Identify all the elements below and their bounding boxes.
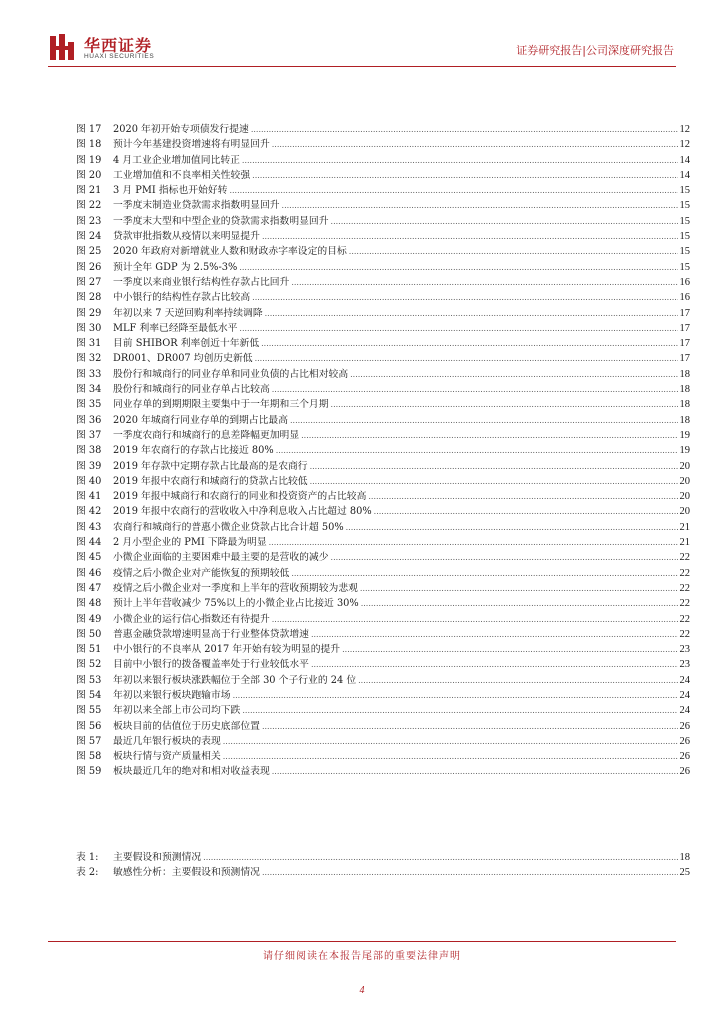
figure-entry-page: 23 bbox=[679, 644, 690, 656]
figure-entry-label: 图 20 bbox=[76, 169, 102, 181]
dot-leader bbox=[342, 642, 677, 657]
figure-entry-title: 2 月小型企业的 PMI 下降最为明显 bbox=[113, 537, 267, 549]
figure-entry-label: 图 41 bbox=[76, 491, 102, 503]
figure-entry-label: 图 22 bbox=[76, 200, 102, 212]
figure-entry-label: 图 50 bbox=[76, 628, 102, 640]
figure-entry-title: 预计今年基建投资增速将有明显回升 bbox=[113, 139, 270, 151]
dot-leader bbox=[282, 198, 678, 213]
dot-leader bbox=[361, 596, 678, 611]
figure-entry[interactable] bbox=[76, 336, 690, 351]
figure-entry[interactable] bbox=[76, 764, 690, 779]
dot-leader bbox=[262, 719, 678, 734]
figure-entry-page: 15 bbox=[679, 231, 690, 243]
figure-entry-title: 目前中小银行的拨备覆盖率处于行业较低水平 bbox=[113, 659, 309, 671]
figure-entry[interactable] bbox=[76, 566, 690, 581]
figure-entry[interactable] bbox=[76, 183, 690, 198]
figure-entry-page: 24 bbox=[679, 689, 690, 701]
figure-entry-label: 图 39 bbox=[76, 460, 102, 472]
figure-entry[interactable] bbox=[76, 688, 690, 703]
dot-leader bbox=[310, 459, 678, 474]
figure-entry-page: 15 bbox=[679, 185, 690, 197]
dot-leader bbox=[276, 443, 678, 458]
figure-entry-label: 图 43 bbox=[76, 521, 102, 533]
dot-leader bbox=[255, 351, 678, 366]
figure-entry-label: 图 57 bbox=[76, 735, 102, 747]
figure-entry-label: 图 17 bbox=[76, 124, 102, 135]
figure-entry-page: 15 bbox=[679, 261, 690, 273]
table-entry-title: 敏感性分析：主要假设和预测情况 bbox=[113, 867, 260, 879]
figure-entry-page: 17 bbox=[679, 353, 690, 365]
dot-leader bbox=[360, 581, 678, 596]
dot-leader bbox=[350, 367, 677, 382]
figure-entry-label: 图 45 bbox=[76, 552, 102, 564]
figure-entry[interactable] bbox=[76, 596, 690, 611]
figure-entry-title: 2019 年报中农商行的营收收入中净利息收入占比超过 80% bbox=[113, 506, 372, 518]
figure-entry-page: 26 bbox=[679, 766, 690, 778]
figure-entry[interactable] bbox=[76, 673, 690, 688]
dot-leader bbox=[272, 612, 678, 627]
dot-leader bbox=[223, 734, 678, 749]
figure-entry[interactable] bbox=[76, 198, 690, 213]
figure-entry[interactable] bbox=[76, 122, 690, 137]
figure-entry-label: 图 33 bbox=[76, 368, 102, 380]
figure-entry-label: 图 52 bbox=[76, 659, 102, 671]
figure-entry-page: 19 bbox=[679, 445, 690, 457]
figure-entry-label: 图 35 bbox=[76, 399, 102, 411]
figure-entry-title: 2020 年初开始专项债发行提速 bbox=[113, 124, 249, 135]
figure-entry-title: 板块行情与资产质量相关 bbox=[113, 751, 221, 763]
figure-entry-label: 图 30 bbox=[76, 322, 102, 334]
dot-leader bbox=[269, 535, 678, 550]
figure-entry[interactable] bbox=[76, 244, 690, 259]
figure-entry-label: 图 37 bbox=[76, 429, 102, 441]
figure-entry-title: 年初以来 7 天逆回购利率持续调降 bbox=[113, 307, 263, 319]
figure-entry-page: 14 bbox=[679, 154, 690, 166]
figure-entry[interactable] bbox=[76, 642, 690, 657]
figure-entry-page: 20 bbox=[679, 475, 690, 487]
figure-entry[interactable] bbox=[76, 168, 690, 183]
dot-leader bbox=[368, 489, 677, 504]
dot-leader bbox=[290, 413, 678, 428]
dot-leader bbox=[301, 428, 677, 443]
figure-entry-title: 股份行和城商行的同业存单占比较高 bbox=[113, 384, 270, 396]
figure-entry[interactable] bbox=[76, 581, 690, 596]
figure-entry[interactable] bbox=[76, 290, 690, 305]
figure-entry[interactable] bbox=[76, 153, 690, 168]
figure-entry-title: 2019 年报中城商行和农商行的同业和投资资产的占比较高 bbox=[113, 491, 367, 503]
figure-entry[interactable] bbox=[76, 321, 690, 336]
figure-entry-page: 17 bbox=[679, 322, 690, 334]
figure-entry-title: 目前 SHIBOR 利率创近十年新低 bbox=[113, 338, 260, 350]
figure-entry-title: 年初以来银行板块跑输市场 bbox=[113, 689, 231, 701]
dot-leader bbox=[261, 336, 677, 351]
figure-entry[interactable] bbox=[76, 734, 690, 749]
figure-entry-label: 图 36 bbox=[76, 414, 102, 426]
figure-entry-label: 图 34 bbox=[76, 384, 102, 396]
figure-entry-label: 图 27 bbox=[76, 276, 102, 288]
figure-entry-label: 图 54 bbox=[76, 689, 102, 701]
figure-entry-label: 图 51 bbox=[76, 644, 102, 656]
figure-entry-title: 一季度以来商业银行结构性存款占比回升 bbox=[113, 276, 290, 288]
figure-entry-label: 图 38 bbox=[76, 445, 102, 457]
figure-entry-page: 12 bbox=[679, 124, 690, 135]
figure-entry-title: 股份行和城商行的同业存单和同业负债的占比相对较高 bbox=[113, 368, 349, 380]
figure-entry[interactable] bbox=[76, 351, 690, 366]
figure-entry[interactable] bbox=[76, 474, 690, 489]
dot-leader bbox=[311, 627, 678, 642]
figure-entry-page: 23 bbox=[679, 659, 690, 671]
dot-leader bbox=[358, 673, 677, 688]
figure-entry-title: DR001、DR007 均创历史新低 bbox=[113, 353, 253, 365]
dot-leader bbox=[310, 474, 678, 489]
table-index-list bbox=[76, 850, 690, 881]
dot-leader bbox=[272, 764, 678, 779]
figure-entry-page: 21 bbox=[679, 521, 690, 533]
figure-entry-page: 19 bbox=[679, 429, 690, 441]
figure-entry-title: 预计全年 GDP 为 2.5%-3% bbox=[113, 261, 238, 273]
figure-entry-page: 24 bbox=[679, 705, 690, 717]
figure-entry[interactable] bbox=[76, 260, 690, 275]
dot-leader bbox=[242, 703, 677, 718]
figure-entry-page: 18 bbox=[679, 399, 690, 411]
dot-leader bbox=[239, 321, 677, 336]
figure-entry-page: 16 bbox=[679, 276, 690, 288]
report-type: 证券研究报告|公司深度研究报告 bbox=[516, 44, 674, 57]
dot-leader bbox=[223, 749, 678, 764]
figure-entry-title: 预计上半年营收减少 75%以上的小微企业占比接近 30% bbox=[113, 598, 359, 610]
figure-entry-label: 图 49 bbox=[76, 613, 102, 625]
figure-entry-title: 普惠金融贷款增速明显高于行业整体贷款增速 bbox=[113, 628, 309, 640]
dot-leader bbox=[272, 137, 678, 152]
figure-entry-page: 20 bbox=[679, 491, 690, 503]
dot-leader bbox=[331, 550, 678, 565]
figure-entry-label: 图 24 bbox=[76, 231, 102, 243]
figure-entry-page: 26 bbox=[679, 751, 690, 763]
figure-entry[interactable] bbox=[76, 657, 690, 672]
figure-entry-label: 图 26 bbox=[76, 261, 102, 273]
figure-entry-title: 一季度末制造业贷款需求指数明显回升 bbox=[113, 200, 280, 212]
figure-entry[interactable] bbox=[76, 504, 690, 519]
figure-entry-title: 板块目前的估值位于历史底部位置 bbox=[113, 720, 260, 732]
dot-leader bbox=[233, 688, 678, 703]
figure-entry-page: 14 bbox=[679, 169, 690, 181]
figure-entry-page: 17 bbox=[679, 338, 690, 350]
figure-entry-label: 图 48 bbox=[76, 598, 102, 610]
figure-entry-page: 22 bbox=[679, 552, 690, 564]
figure-entry-title: 疫情之后小微企业对一季度和上半年的营收预期较为悲观 bbox=[113, 582, 358, 594]
figure-entry[interactable] bbox=[76, 367, 690, 382]
dot-leader bbox=[239, 260, 677, 275]
figure-entry-label: 图 29 bbox=[76, 307, 102, 319]
dot-leader bbox=[291, 566, 677, 581]
figure-entry-title: 年初以来全部上市公司均下跌 bbox=[113, 705, 241, 717]
dot-leader bbox=[262, 229, 678, 244]
figure-entry[interactable] bbox=[76, 535, 690, 550]
figure-entry[interactable] bbox=[76, 550, 690, 565]
figure-entry-label: 图 32 bbox=[76, 353, 102, 365]
figure-entry-page: 26 bbox=[679, 720, 690, 732]
figure-entry-label: 图 42 bbox=[76, 506, 102, 518]
figure-entry-title: 2019 年报中农商行和城商行的贷款占比较低 bbox=[113, 475, 308, 487]
figure-entry-title: 中小银行的结构性存款占比较高 bbox=[113, 292, 251, 304]
figure-entry-page: 22 bbox=[679, 628, 690, 640]
figure-entry-page: 22 bbox=[679, 598, 690, 610]
figure-entry[interactable] bbox=[76, 459, 690, 474]
table-entry[interactable] bbox=[76, 850, 690, 865]
figure-entry-title: 板块最近几年的绝对和相对收益表现 bbox=[113, 766, 270, 778]
figure-entry-title: 中小银行的不良率从 2017 年开始有较为明显的提升 bbox=[113, 644, 341, 656]
figure-entry-page: 12 bbox=[679, 139, 690, 151]
figure-entry[interactable] bbox=[76, 214, 690, 229]
figure-entry-label: 图 19 bbox=[76, 154, 102, 166]
figure-entry-title: 2019 年存款中定期存款占比最高的是农商行 bbox=[113, 460, 308, 472]
figure-entry-title: 一季度末大型和中型企业的贷款需求指数明显回升 bbox=[113, 215, 329, 227]
figure-entry[interactable] bbox=[76, 275, 690, 290]
page-header bbox=[0, 0, 724, 70]
dot-leader bbox=[229, 183, 677, 198]
figure-entry-label: 图 47 bbox=[76, 582, 102, 594]
figure-entry-label: 图 58 bbox=[76, 751, 102, 763]
figure-entry-title: 一季度农商行和城商行的息差降幅更加明显 bbox=[113, 429, 300, 441]
brand-name-english: HUAXI SECURITIES bbox=[84, 53, 155, 60]
figure-entry[interactable] bbox=[76, 627, 690, 642]
figure-entry-page: 17 bbox=[679, 307, 690, 319]
figure-entry[interactable] bbox=[76, 382, 690, 397]
dot-leader bbox=[203, 850, 677, 865]
figure-entry-title: 4 月工业企业增加值同比转正 bbox=[113, 154, 240, 166]
figure-entry-title: MLF 利率已经降至最低水平 bbox=[113, 322, 238, 334]
figure-entry-label: 图 44 bbox=[76, 537, 102, 549]
dot-leader bbox=[242, 153, 678, 168]
table-entry-page: 18 bbox=[679, 852, 690, 863]
figure-entry-page: 20 bbox=[679, 460, 690, 472]
figure-entry-title: 贷款审批指数从疫情以来明显提升 bbox=[113, 231, 260, 243]
figure-entry-page: 15 bbox=[679, 246, 690, 258]
header-divider bbox=[48, 66, 676, 67]
dot-leader bbox=[291, 275, 677, 290]
figure-entry-page: 20 bbox=[679, 506, 690, 518]
figure-entry[interactable] bbox=[76, 413, 690, 428]
figure-entry-page: 22 bbox=[679, 567, 690, 579]
figure-entry[interactable] bbox=[76, 612, 690, 627]
figure-entry-title: 疫情之后小微企业对产能恢复的预期较低 bbox=[113, 567, 290, 579]
figure-entry-page: 21 bbox=[679, 537, 690, 549]
figure-entry-label: 图 40 bbox=[76, 475, 102, 487]
figure-entry[interactable] bbox=[76, 443, 690, 458]
dot-leader bbox=[265, 306, 678, 321]
figure-entry-title: 工业增加值和不良率相关性较强 bbox=[113, 169, 251, 181]
legal-disclaimer: 请仔细阅读在本报告尾部的重要法律声明 bbox=[263, 951, 461, 962]
figure-entry[interactable] bbox=[76, 703, 690, 718]
figure-entry-label: 图 25 bbox=[76, 246, 102, 258]
figure-entry-title: 同业存单的到期期限主要集中于一年期和三个月期 bbox=[113, 399, 329, 411]
figure-entry-title: 农商行和城商行的普惠小微企业贷款占比合计超 50% bbox=[113, 521, 344, 533]
dot-leader bbox=[346, 520, 678, 535]
brand-name: 华西证券 bbox=[84, 36, 153, 55]
figure-entry-title: 小微企业的运行信心指数还有待提升 bbox=[113, 613, 270, 625]
figure-entry-page: 18 bbox=[679, 368, 690, 380]
figure-entry[interactable] bbox=[76, 137, 690, 152]
figure-entry-label: 图 53 bbox=[76, 674, 102, 686]
figure-entry[interactable] bbox=[76, 229, 690, 244]
table-entry-page: 25 bbox=[679, 867, 690, 879]
figure-entry-label: 图 31 bbox=[76, 338, 102, 350]
figure-entry[interactable] bbox=[76, 489, 690, 504]
table-entry-label: 表 2: bbox=[76, 867, 99, 879]
figure-entry-page: 18 bbox=[679, 414, 690, 426]
dot-leader bbox=[374, 504, 678, 519]
dot-leader bbox=[252, 168, 677, 183]
figure-entry[interactable] bbox=[76, 719, 690, 734]
table-entry-label: 表 1: bbox=[76, 852, 99, 863]
figure-entry[interactable] bbox=[76, 749, 690, 764]
figure-entry-label: 图 23 bbox=[76, 215, 102, 227]
figure-entry-label: 图 21 bbox=[76, 185, 102, 197]
figure-entry-page: 24 bbox=[679, 674, 690, 686]
table-entry[interactable] bbox=[76, 865, 690, 880]
dot-leader bbox=[331, 397, 678, 412]
figure-entry-label: 图 28 bbox=[76, 292, 102, 304]
dot-leader bbox=[311, 657, 678, 672]
huaxi-logo-icon bbox=[50, 34, 76, 60]
figure-index-list bbox=[76, 122, 690, 780]
dot-leader bbox=[272, 382, 678, 397]
figure-entry-page: 16 bbox=[679, 292, 690, 304]
figure-entry-page: 22 bbox=[679, 613, 690, 625]
figure-entry-title: 最近几年银行板块的表现 bbox=[113, 735, 221, 747]
figure-entry-title: 3 月 PMI 指标也开始好转 bbox=[113, 185, 228, 197]
figure-entry-page: 15 bbox=[679, 215, 690, 227]
dot-leader bbox=[331, 214, 678, 229]
dot-leader bbox=[262, 865, 678, 880]
figure-entry-label: 图 46 bbox=[76, 567, 102, 579]
figure-entry-page: 15 bbox=[679, 200, 690, 212]
figure-entry[interactable] bbox=[76, 306, 690, 321]
figure-entry-label: 图 18 bbox=[76, 139, 102, 151]
figure-entry-page: 18 bbox=[679, 384, 690, 396]
figure-entry-page: 22 bbox=[679, 582, 690, 594]
figure-entry[interactable] bbox=[76, 428, 690, 443]
figure-entry-title: 小微企业面临的主要困难中最主要的是营收的减少 bbox=[113, 552, 329, 564]
dot-leader bbox=[251, 122, 678, 137]
figure-entry[interactable] bbox=[76, 520, 690, 535]
dot-leader bbox=[252, 290, 677, 305]
figure-entry[interactable] bbox=[76, 397, 690, 412]
figure-entry-label: 图 55 bbox=[76, 705, 102, 717]
figure-entry-label: 图 56 bbox=[76, 720, 102, 732]
figure-entry-title: 2019 年农商行的存款占比接近 80% bbox=[113, 445, 274, 457]
figure-entry-title: 年初以来银行板块涨跌幅位于全部 30 个子行业的 24 位 bbox=[113, 674, 357, 686]
table-entry-title: 主要假设和预测情况 bbox=[113, 852, 202, 863]
page-number: 4 bbox=[359, 985, 365, 996]
figure-entry-label: 图 59 bbox=[76, 766, 102, 778]
footer-divider bbox=[48, 941, 676, 942]
figure-entry-title: 2020 年城商行同业存单的到期占比最高 bbox=[113, 414, 288, 426]
figure-entry-title: 2020 年政府对新增就业人数和财政赤字率设定的目标 bbox=[113, 246, 347, 258]
figure-entry-page: 26 bbox=[679, 735, 690, 747]
dot-leader bbox=[349, 244, 678, 259]
